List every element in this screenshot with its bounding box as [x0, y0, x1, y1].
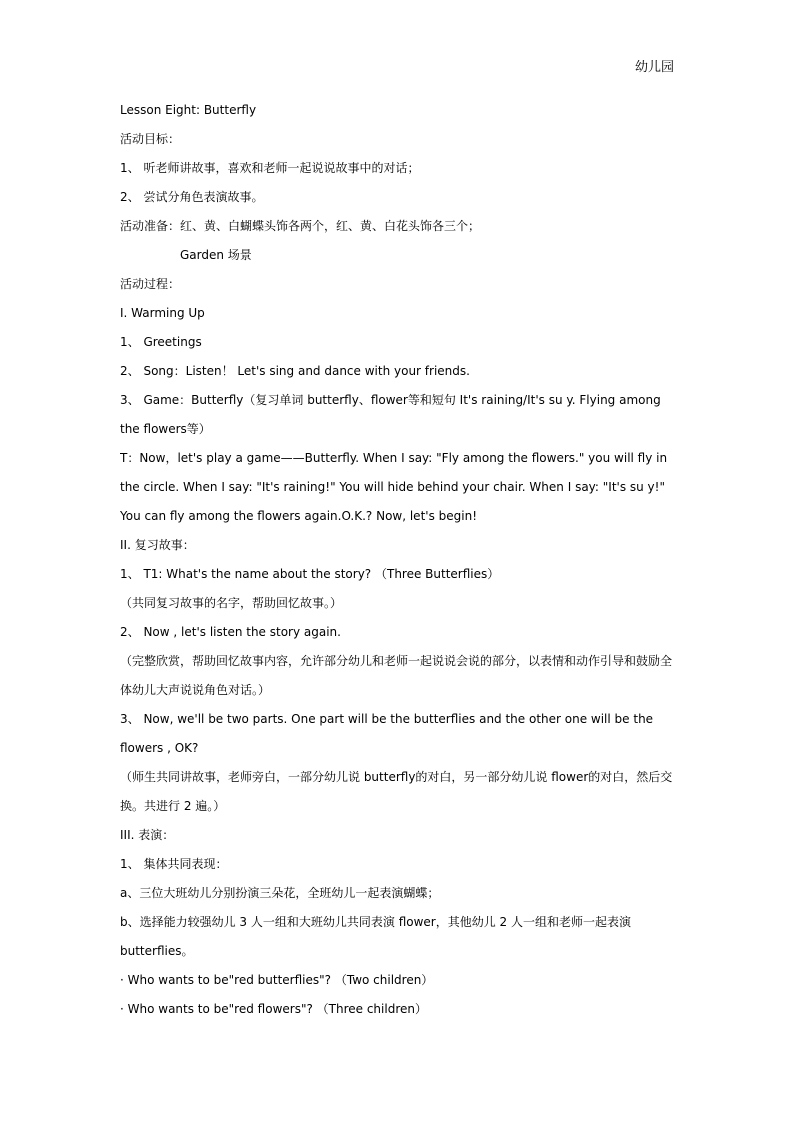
step-item: 3、 Game：Butterfly（复习单词 butterfly、flower等和短句 It's raining/It's su y. Flying among: [120, 393, 661, 407]
paragraph-line: T：Now，let's play a game——Butterfly. When I say: "Fly among the flowers." you will fly in: [120, 451, 668, 465]
step-item: 1、 Greetings: [120, 335, 202, 349]
goal-item: 2、 尝试分角色表演故事。: [120, 190, 264, 204]
bullet-item: · Who wants to be"red butterflies"? （Two children）: [120, 973, 434, 987]
paragraph-line: 换。共进行 2 遍。）: [120, 799, 226, 813]
paragraph-line: the flowers等）: [120, 422, 211, 436]
paragraph-line: （师生共同讲故事，老师旁白，一部分幼儿说 butterfly的对白，另一部分幼儿说 flower的对白，然后交: [120, 770, 673, 784]
paragraph-line: the circle. When I say: "It's raining!" You will hide behind your chair. When I say: "It's su y!": [120, 480, 665, 494]
goal-item: 1、 听老师讲故事，喜欢和老师一起说说故事中的对话；: [120, 161, 420, 175]
step-item: 1、 集体共同表现：: [120, 857, 228, 871]
paragraph-line: 体幼儿大声说说角色对话。）: [120, 683, 271, 697]
preparation-scene: Garden 场景: [180, 248, 252, 262]
step-item: 2、 Song：Listen！ Let's sing and dance with your friends.: [120, 364, 470, 378]
lesson-title: Lesson Eight: Butterfly: [120, 103, 257, 117]
bullet-item: · Who wants to be"red flowers"? （Three children）: [120, 1002, 427, 1016]
step-item: 2、 Now , let's listen the story again.: [120, 625, 341, 639]
paragraph-line: a、三位大班幼儿分别扮演三朵花，全班幼儿一起表演蝴蝶；: [120, 886, 440, 900]
paragraph-line: You can fly among the flowers again.O.K.? Now, let's begin!: [120, 509, 478, 523]
document-body: [120, 96, 680, 1024]
part-heading-performance: III. 表演：: [120, 828, 175, 842]
paragraph-line: butterflies。: [120, 944, 194, 958]
part-heading-warming-up: I. Warming Up: [120, 306, 205, 320]
page-header: 幼儿园: [634, 60, 674, 75]
preparation-line: 活动准备：红、黄、白蝴蝶头饰各两个，红、黄、白花头饰各三个；: [120, 219, 481, 233]
paragraph-line: （共同复习故事的名字，帮助回忆故事。）: [120, 596, 343, 610]
paragraph-line: （完整欣赏，帮助回忆故事内容，允许部分幼儿和老师一起说说会说的部分，以表情和动作引导和鼓励全: [120, 654, 673, 668]
step-item: 1、 T1: What's the name about the story? （Three Butterflies）: [120, 567, 500, 581]
section-heading-process: 活动过程：: [120, 277, 181, 291]
paragraph-line: b、选择能力较强幼儿 3 人一组和大班幼儿共同表演 flower，其他幼儿 2 人一组和老师一起表演: [120, 915, 631, 929]
paragraph-line: flowers , OK?: [120, 741, 199, 755]
part-heading-review: II. 复习故事：: [120, 538, 195, 552]
section-heading-goals: 活动目标：: [120, 132, 181, 146]
step-item: 3、 Now, we'll be two parts. One part will be the butterflies and the other one will be the: [120, 712, 654, 726]
